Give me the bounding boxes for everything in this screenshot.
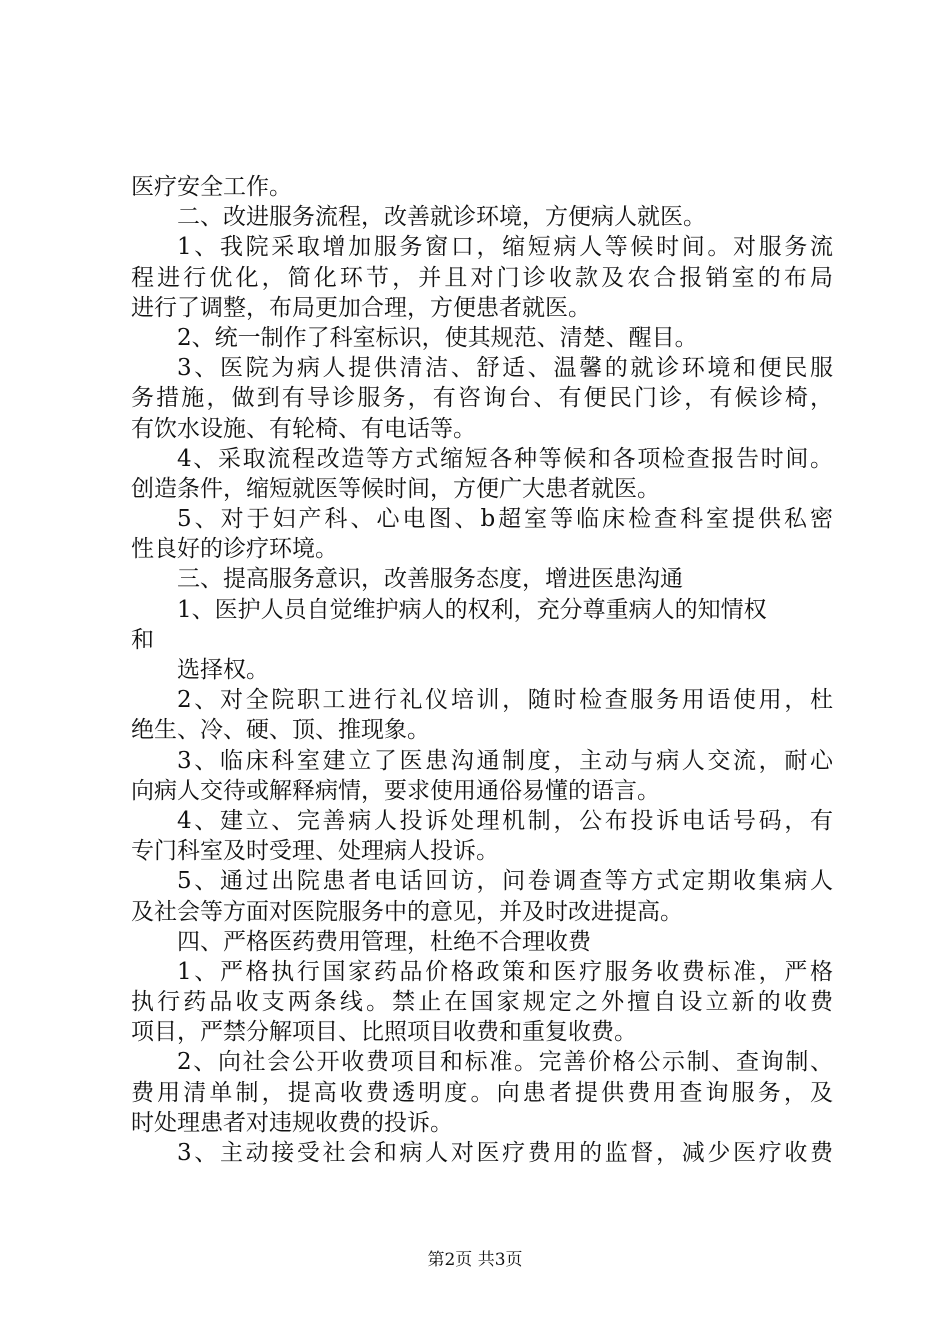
text-line: 进行了调整，布局更加合理，方便患者就医。: [131, 294, 591, 321]
text-line: 1、我院采取增加服务窗口，缩短病人等候时间。对服务流: [177, 234, 833, 261]
text-line: 2、向社会公开收费项目和标准。完善价格公示制、查询制、: [177, 1049, 833, 1076]
section-heading: 三、提高服务意识，改善服务态度，增进医患沟通: [177, 566, 683, 593]
text-line: 务措施，做到有导诊服务，有咨询台、有便民门诊，有候诊椅，: [131, 385, 833, 412]
text-line: 费用清单制，提高收费透明度。向患者提供费用查询服务，及: [131, 1079, 833, 1106]
text-line: 3、临床科室建立了医患沟通制度，主动与病人交流，耐心: [177, 747, 833, 774]
text-line: 医疗安全工作。: [131, 174, 292, 200]
text-line: 3、医院为病人提供清洁、舒适、温馨的就诊环境和便民服: [177, 355, 833, 382]
text-line: 绝生、冷、硬、顶、推现象。: [131, 717, 430, 744]
text-line: 时处理患者对违规收费的投诉。: [131, 1109, 453, 1136]
document-body: [131, 172, 833, 1168]
text-line: 5、通过出院患者电话回访，问卷调查等方式定期收集病人: [177, 868, 833, 895]
text-line: 3、主动接受社会和病人对医疗费用的监督，减少医疗收费: [177, 1140, 833, 1166]
text-line: 及社会等方面对医院服务中的意见，并及时改进提高。: [131, 898, 683, 925]
section-heading: 二、改进服务流程，改善就诊环境，方便病人就医。: [177, 204, 706, 231]
section-heading: 四、严格医药费用管理，杜绝不合理收费: [177, 928, 591, 955]
text-line: 4、建立、完善病人投诉处理机制，公布投诉电话号码，有: [177, 807, 833, 834]
text-line: 2、统一制作了科室标识，使其规范、清楚、醒目。: [177, 324, 698, 351]
text-line: 5、对于妇产科、心电图、b超室等临床检查科室提供私密: [177, 506, 833, 533]
text-line: 程进行优化，简化环节，并且对门诊收款及农合报销室的布局: [131, 264, 833, 291]
page-footer: 第2页 共3页: [427, 1250, 523, 1270]
text-line: 向病人交待或解释病情，要求使用通俗易懂的语言。: [131, 777, 660, 804]
text-line: 执行药品收支两条线。禁止在国家规定之外擅自设立新的收费: [131, 989, 833, 1016]
text-line: 创造条件，缩短就医等候时间，方便广大患者就医。: [131, 475, 660, 502]
text-line: 1、医护人员自觉维护病人的权利，充分尊重病人的知情权: [177, 596, 767, 623]
text-line: 专门科室及时受理、处理病人投诉。: [131, 838, 499, 865]
text-line: 有饮水设施、有轮椅、有电话等。: [131, 415, 476, 442]
text-line: 4、采取流程改造等方式缩短各种等候和各项检查报告时间。: [177, 445, 833, 472]
text-line: 选择权。: [177, 657, 269, 683]
text-line: 1、严格执行国家药品价格政策和医疗服务收费标准，严格: [177, 958, 833, 985]
text-line: 性良好的诊疗环境。: [131, 536, 338, 563]
text-line: 2、对全院职工进行礼仪培训，随时检查服务用语使用，杜: [177, 687, 833, 714]
text-line: 和: [131, 626, 154, 653]
text-line: 项目，严禁分解项目、比照项目收费和重复收费。: [131, 1019, 637, 1046]
